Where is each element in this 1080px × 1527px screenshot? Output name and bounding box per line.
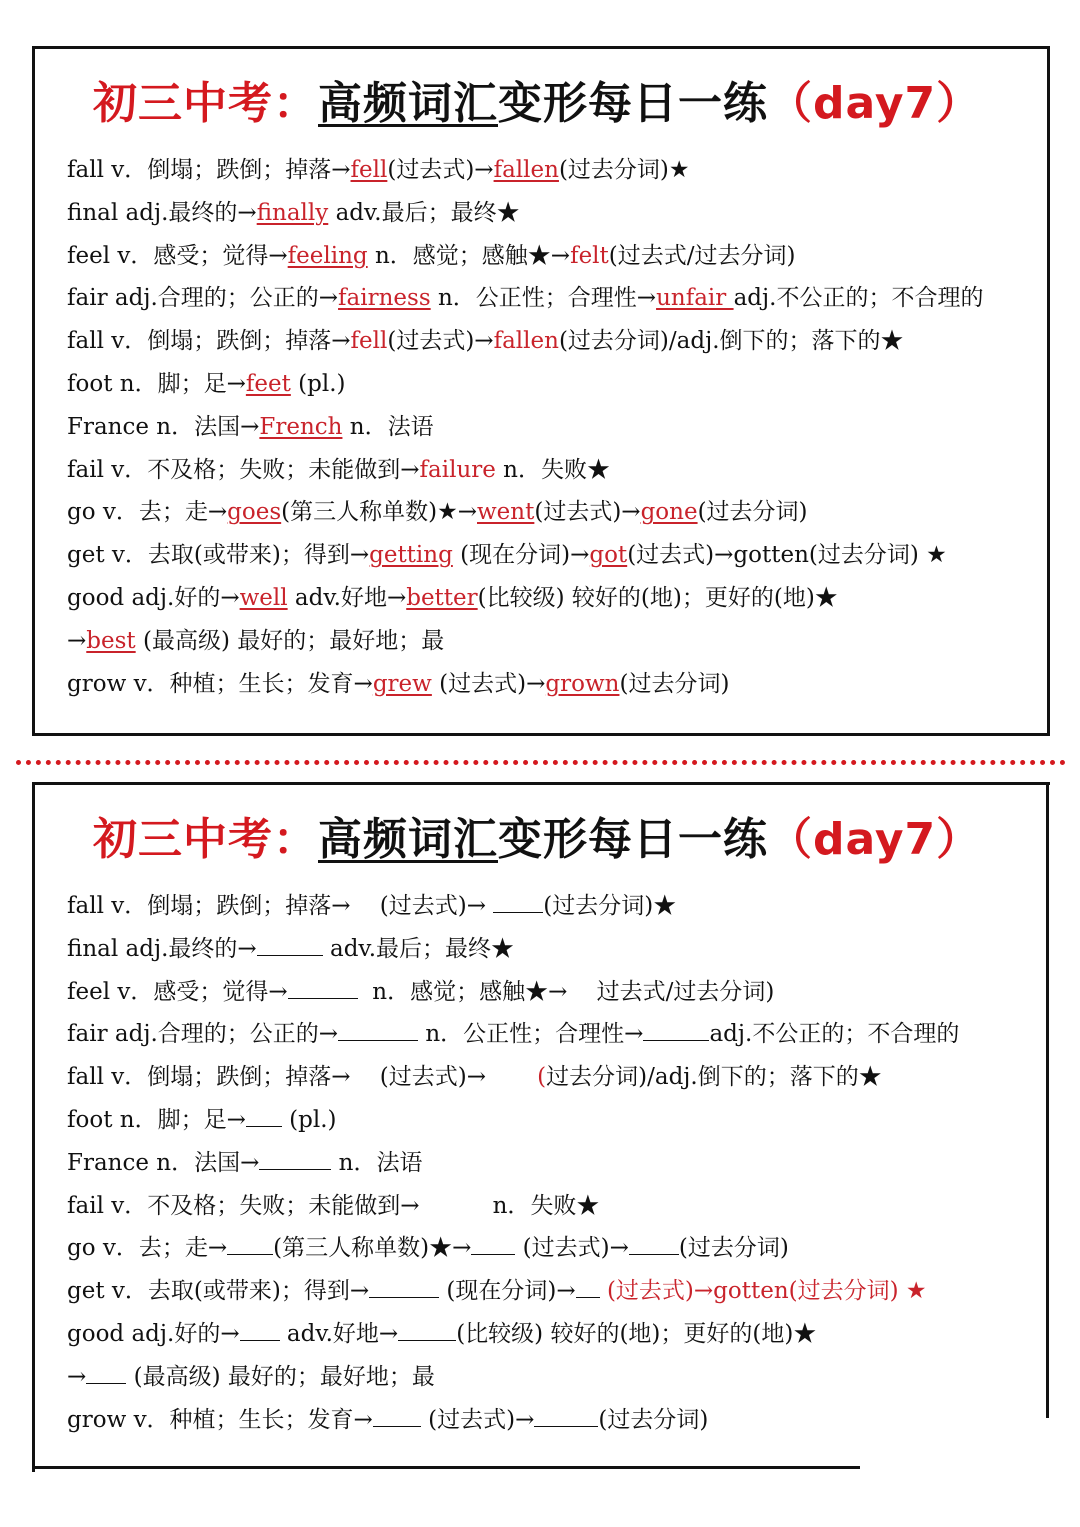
list-item: fall v．倒塌；跌倒；掉落→ (过去式)→ (过去分词)/adj.倒下的；落下的★ [67,1064,882,1091]
list-item: feel v．感受；觉得→feeling n．感觉；感触★→felt(过去式/过去分词) [67,242,796,269]
list-item: get v．去取(或带来)；得到→getting (现在分词)→got(过去式)→gotten(过去分词) ★ [67,542,947,569]
list-item: fall v．倒塌；跌倒；掉落→fell(过去式)→fallen(过去分词)/adj.倒下的；落下的★ [67,328,904,355]
card-title [93,803,981,867]
list-item: → (最高级) 最好的；最好地；最 [67,1363,435,1390]
answer-blank[interactable] [338,1020,418,1041]
list-item: grow v．种植；生长；发育→ (过去式)→ (过去分词) [67,1406,709,1433]
list-item: get v．去取(或带来)；得到→ (现在分词)→ (过去式)→gotten(过去分词) ★ [67,1278,927,1305]
title-prefix: 初三中考： [93,78,318,129]
answer-blank[interactable] [373,1406,421,1427]
answer-blank[interactable] [86,1363,126,1384]
list-item: good adj.好的→well adv.好地→better(比较级) 较好的(地)；更好的(地)★ [67,584,838,611]
answer-card [32,46,1050,736]
list-item: foot n．脚；足→ (pl.) [67,1106,337,1133]
list-item: go v．去；走→ (第三人称单数)★→ (过去式)→ (过去分词) [67,1235,789,1262]
exercise-list [67,885,1037,1441]
title-rest: 变形每日一练 [498,814,768,865]
answer-blank[interactable] [288,978,358,999]
title-main: 高频词汇 [318,78,498,129]
answer-blank[interactable] [240,1320,280,1341]
answer-blank[interactable] [629,1234,679,1255]
list-item: fair adj.合理的；公正的→ n．公正性；合理性→ adj.不公正的；不合理的 [67,1021,960,1048]
answer-blank[interactable] [398,1320,456,1341]
dotted-divider [16,760,1066,765]
title-rest: 变形每日一练 [498,78,768,129]
list-item: fall v．倒塌；跌倒；掉落→fell(过去式)→fallen(过去分词)★ [67,157,690,183]
card-border-right [1046,782,1049,1418]
list-item: France n．法国→French n．法语 [67,413,434,440]
title-day: （day7） [768,78,982,129]
answer-blank[interactable] [534,1406,598,1427]
answer-blank[interactable] [259,1149,331,1170]
answer-blank[interactable] [493,892,543,913]
list-item: fail v．不及格；失败；未能做到→failure n．失败★ [67,456,610,483]
exercise-card [32,782,1050,1472]
list-item: fail v．不及格；失败；未能做到→ n．失败★ [67,1192,600,1219]
list-item: fair adj.合理的；公正的→fairness n．公正性；合理性→unfair adj.不公正的；不合理的 [67,285,984,312]
list-item: go v．去；走→goes(第三人称单数)★→went(过去式)→gone(过去分词) [67,499,808,526]
title-day: （day7） [768,814,982,865]
card-title [93,67,981,131]
list-item: feel v．感受；觉得→ n．感觉；感触★→ 过去式/过去分词) [67,978,775,1005]
answer-blank[interactable] [471,1234,515,1255]
answer-blank[interactable] [369,1277,439,1298]
title-prefix: 初三中考： [93,814,318,865]
list-item: good adj.好的→ adv.好地→ (比较级) 较好的(地)；更好的(地)★ [67,1320,817,1347]
list-item: grow v．种植；生长；发育→grew (过去式)→grown(过去分词) [67,670,730,697]
answer-blank[interactable] [257,935,323,956]
title-main: 高频词汇 [318,814,498,865]
list-item: France n．法国→ n．法语 [67,1149,423,1176]
answer-blank[interactable] [227,1234,273,1255]
answer-list [67,149,1037,705]
answer-blank[interactable] [246,1106,282,1127]
answer-blank[interactable] [576,1277,600,1298]
list-item: fall v．倒塌；跌倒；掉落→ (过去式)→ (过去分词)★ [67,893,677,919]
card-border-bottom [32,1466,860,1469]
list-item: final adj.最终的→ adv.最后；最终★ [67,935,515,962]
list-item: final adj.最终的→finally adv.最后；最终★ [67,199,520,226]
list-item: →best (最高级) 最好的；最好地；最 [67,627,445,654]
answer-blank[interactable] [643,1020,709,1041]
list-item: foot n．脚；足→feet (pl.) [67,370,346,397]
